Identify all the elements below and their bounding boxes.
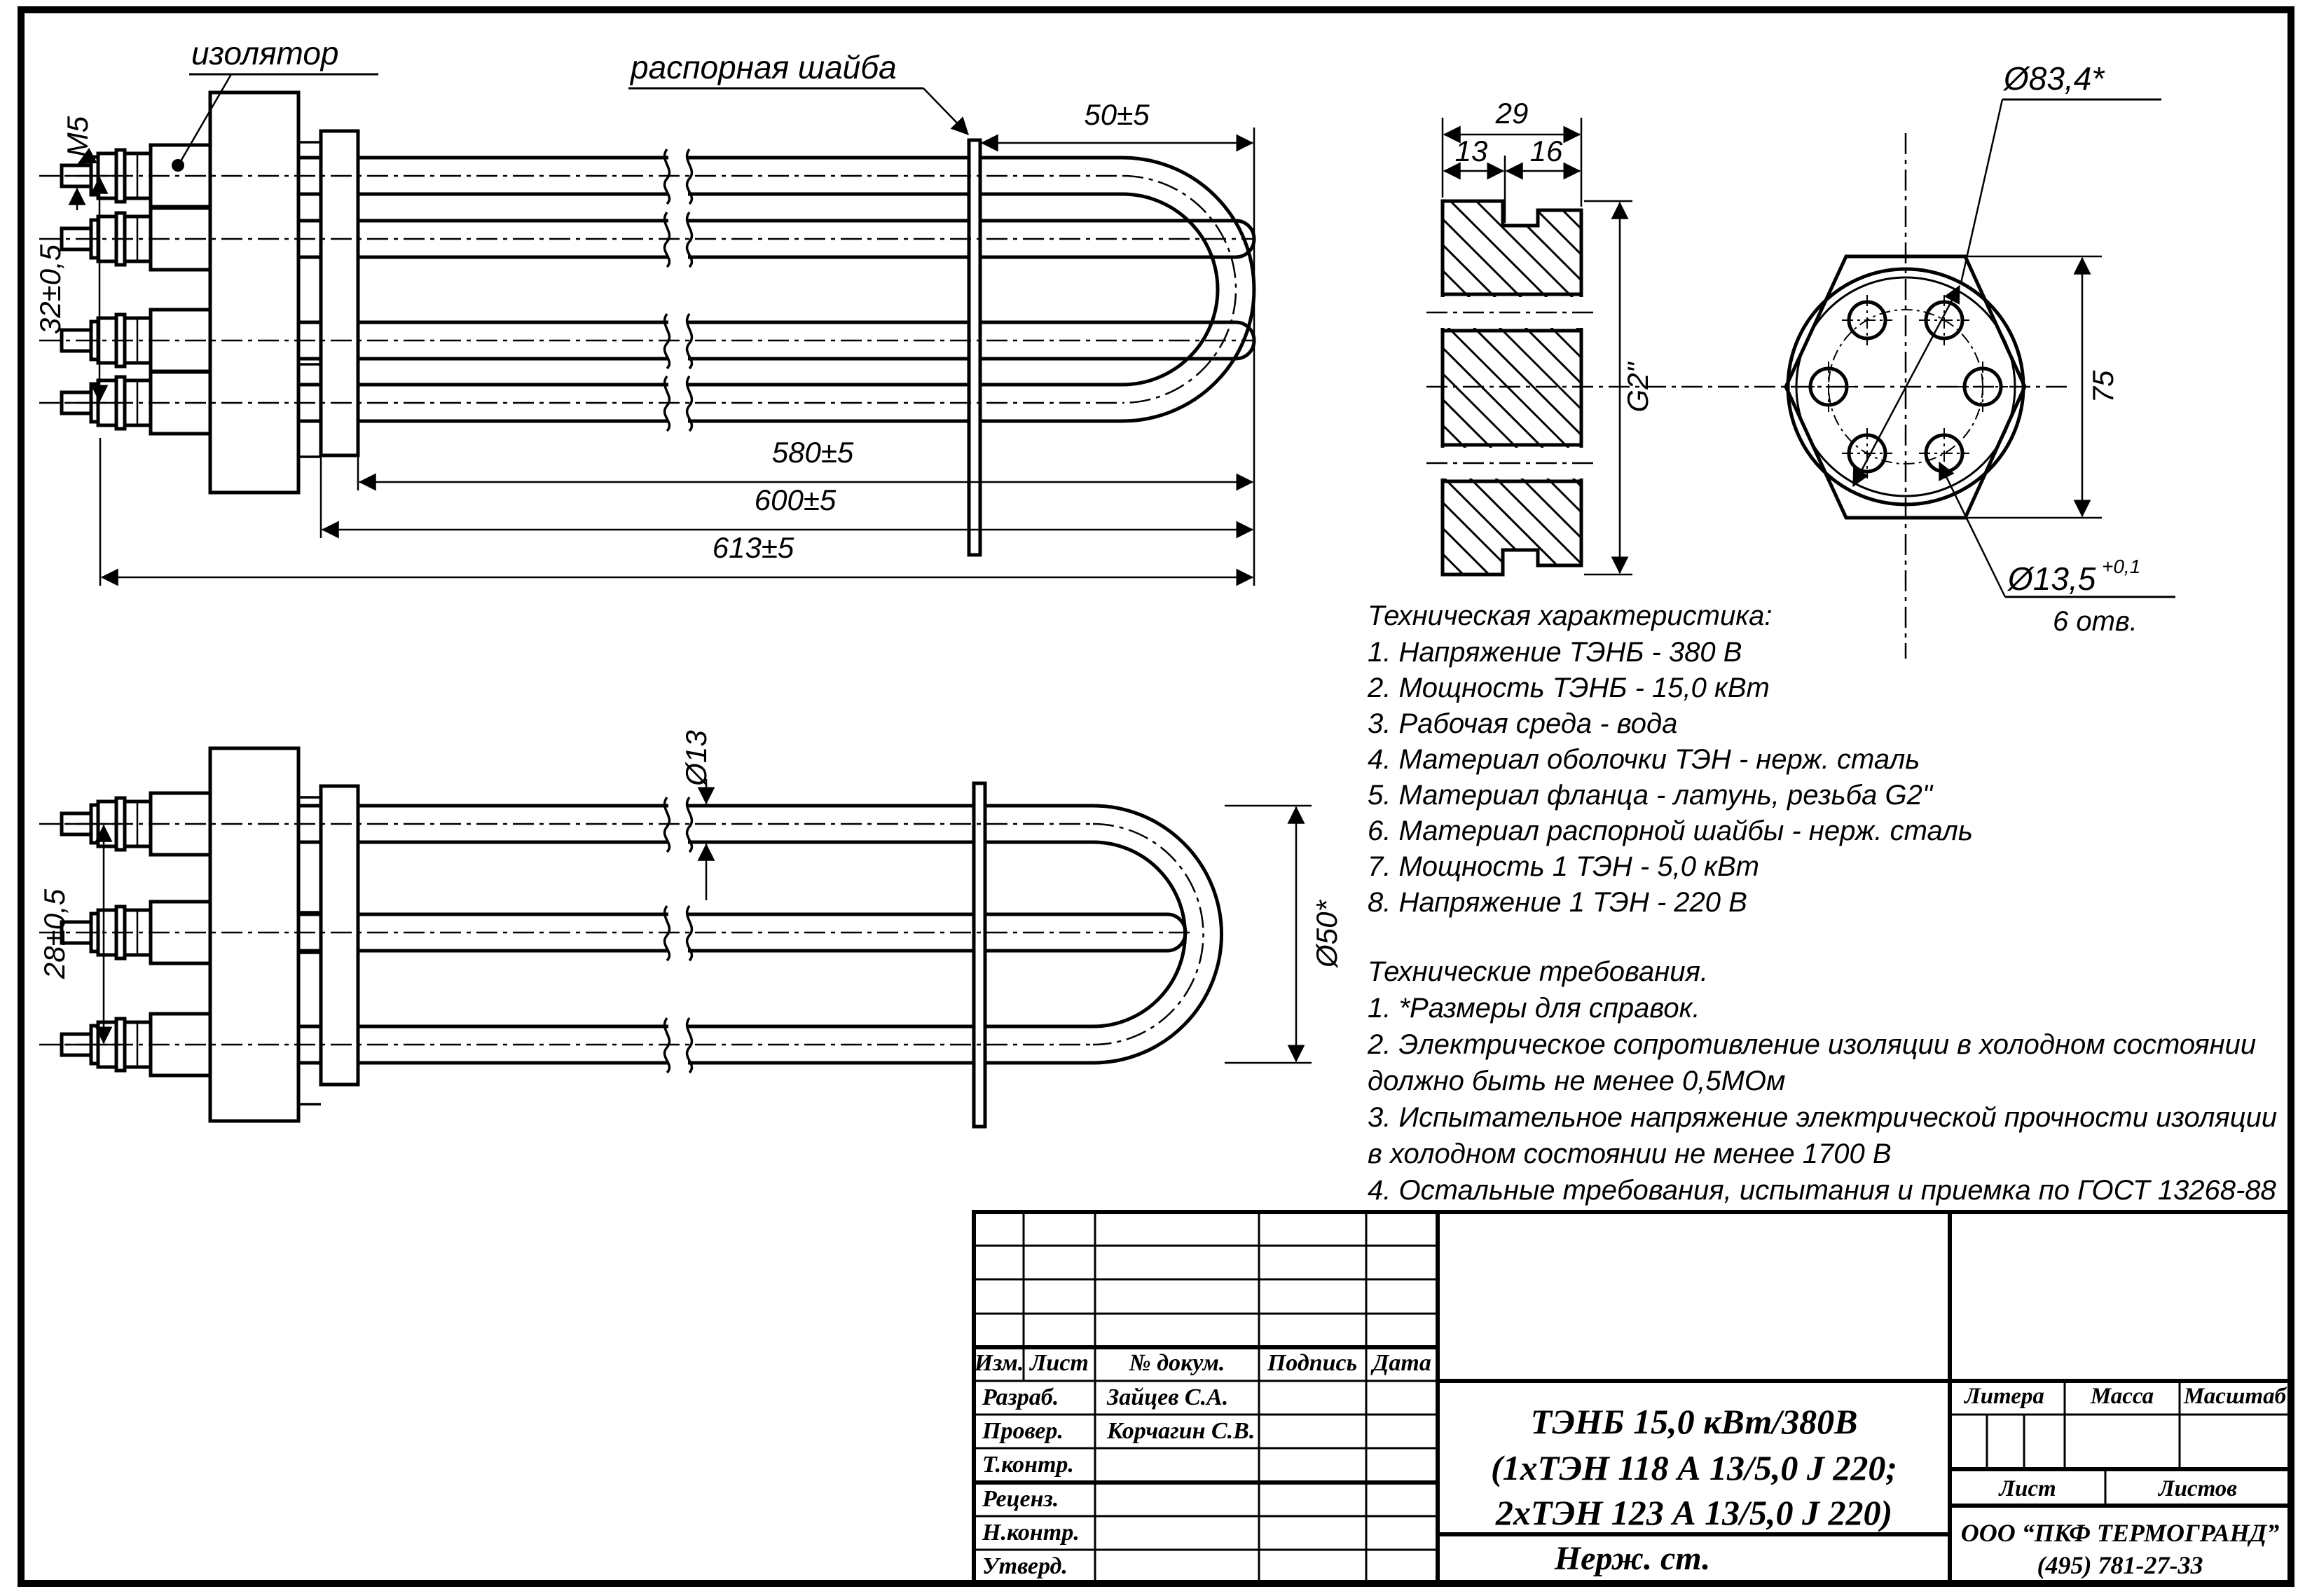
tech-chars-item: 5. Материал фланца - латунь, резьба G2" xyxy=(1368,780,1933,811)
tech-chars-item: 7. Мощность 1 ТЭН - 5,0 кВт xyxy=(1368,851,1759,882)
dim-o50: Ø50* xyxy=(1310,900,1343,968)
company-phone: (495) 781-27-33 xyxy=(2037,1551,2203,1579)
material: Нерж. ст. xyxy=(1554,1540,1711,1577)
row-name: Корчагин С.В. xyxy=(1107,1418,1255,1444)
insulator-leader-dot xyxy=(172,159,184,172)
view1-flange xyxy=(210,92,358,493)
view2-flange xyxy=(210,748,358,1121)
tech-chars-item: 2. Мощность ТЭНБ - 15,0 кВт xyxy=(1368,673,1770,703)
row-label: Н.контр. xyxy=(982,1520,1080,1546)
tech-reqs-line: должно быть не менее 0,5МОм xyxy=(1368,1066,1786,1096)
tech-reqs-line: 2. Электрическое сопротивление изоляции в холодном состоянии xyxy=(1368,1029,2257,1060)
view1-heater-side xyxy=(39,92,1254,555)
view2-break-marks xyxy=(665,797,692,1073)
tech-chars-item: 8. Напряжение 1 ТЭН - 220 В xyxy=(1368,887,1747,918)
spacer-washer-bar-2 xyxy=(974,783,985,1127)
row-label: Т.контр. xyxy=(982,1452,1074,1478)
row-label: Разраб. xyxy=(982,1384,1059,1410)
spacer-washer-label: распорная шайба xyxy=(631,49,897,85)
row-name: Зайцев С.А. xyxy=(1107,1384,1229,1410)
masshtab-label: Масштаб xyxy=(2183,1384,2287,1409)
dim-28: 28±0,5 xyxy=(38,888,71,979)
tech-reqs-line: 4. Остальные требования, испытания и приемка по ГОСТ 13268-88 xyxy=(1368,1175,2276,1206)
insulator-label: изолятор xyxy=(191,35,339,71)
view1-tubes xyxy=(298,158,1254,421)
dim-29: 29 xyxy=(1495,97,1529,130)
view2-terminal-pins xyxy=(62,793,210,1075)
tech-chars-item: 6. Материал распорной шайбы - нерж. сталь xyxy=(1368,816,1973,846)
view2-tubes xyxy=(298,806,1221,1063)
view2-heater-side xyxy=(39,748,1221,1127)
dim-o13: Ø13 xyxy=(680,730,713,786)
row-label: Провер. xyxy=(982,1418,1064,1444)
tech-reqs-line: 3. Испытательное напряжение электрической прочности изоляции xyxy=(1368,1102,2278,1133)
dim-32: 32±0,5 xyxy=(34,244,67,335)
product-title-2: (1хТЭН 118 А 13/5,0 J 220; xyxy=(1490,1448,1898,1487)
view1-break-marks xyxy=(665,149,692,431)
dim-16: 16 xyxy=(1529,135,1563,167)
product-title-1: ТЭНБ 15,0 кВт/380В xyxy=(1530,1402,1858,1441)
col-date: Дата xyxy=(1372,1350,1431,1376)
dim-580: 580±5 xyxy=(771,436,854,469)
row-label: Утверд. xyxy=(982,1553,1068,1579)
tech-chars-item: 3. Рабочая среда - вода xyxy=(1368,708,1678,739)
dim-o135: Ø13,5 xyxy=(2008,560,2096,597)
col-doc: № докум. xyxy=(1129,1350,1225,1376)
dim-613: 613±5 xyxy=(712,531,794,564)
tech-characteristics xyxy=(1367,600,1973,918)
flange-section-view xyxy=(1426,97,1654,575)
flange-section-body xyxy=(1443,201,1581,575)
col-list: Лист xyxy=(1030,1350,1089,1376)
dim-600: 600±5 xyxy=(754,483,837,516)
title-block xyxy=(974,1212,2291,1583)
dim-o135-tol: +0,1 xyxy=(2102,556,2141,577)
tech-reqs-line: 1. *Размеры для справок. xyxy=(1368,993,1700,1024)
litera-label: Литера xyxy=(1965,1384,2044,1409)
spacer-washer-bar xyxy=(969,140,980,555)
dim-g2: G2" xyxy=(1621,362,1654,413)
company-name: ООО “ПКФ ТЕРМОГРАНД” xyxy=(1960,1519,2280,1547)
tech-chars-item: 4. Материал оболочки ТЭН - нерж. сталь xyxy=(1368,744,1920,775)
tech-chars-item: 1. Напряжение ТЭНБ - 380 В xyxy=(1368,637,1742,668)
dim-o83: Ø83,4* xyxy=(2004,60,2105,97)
col-izm: Изм. xyxy=(974,1350,1024,1376)
row-label: Реценз. xyxy=(982,1486,1059,1512)
dim-m5: M5 xyxy=(61,116,94,158)
product-title-3: 2хТЭН 123 А 13/5,0 J 220) xyxy=(1495,1493,1893,1532)
dim-50: 50±5 xyxy=(1084,98,1150,131)
tech-reqs-line: в холодном состоянии не менее 1700 В xyxy=(1368,1138,1892,1169)
sheet-label: Лист xyxy=(1999,1476,2056,1501)
sheets-label: Листов xyxy=(2158,1476,2238,1501)
tech-requirements xyxy=(1367,956,2277,1206)
tech-chars-title: Техническая характеристика: xyxy=(1368,600,1773,631)
tech-reqs-title: Технические требования. xyxy=(1368,956,1708,987)
col-sign: Подпись xyxy=(1267,1350,1358,1376)
holes-count: 6 отв. xyxy=(2053,606,2138,637)
massa-label: Масса xyxy=(2090,1384,2154,1409)
dim-75: 75 xyxy=(2086,370,2119,404)
view1-terminal-pins xyxy=(62,145,210,434)
dim-13: 13 xyxy=(1454,135,1488,167)
